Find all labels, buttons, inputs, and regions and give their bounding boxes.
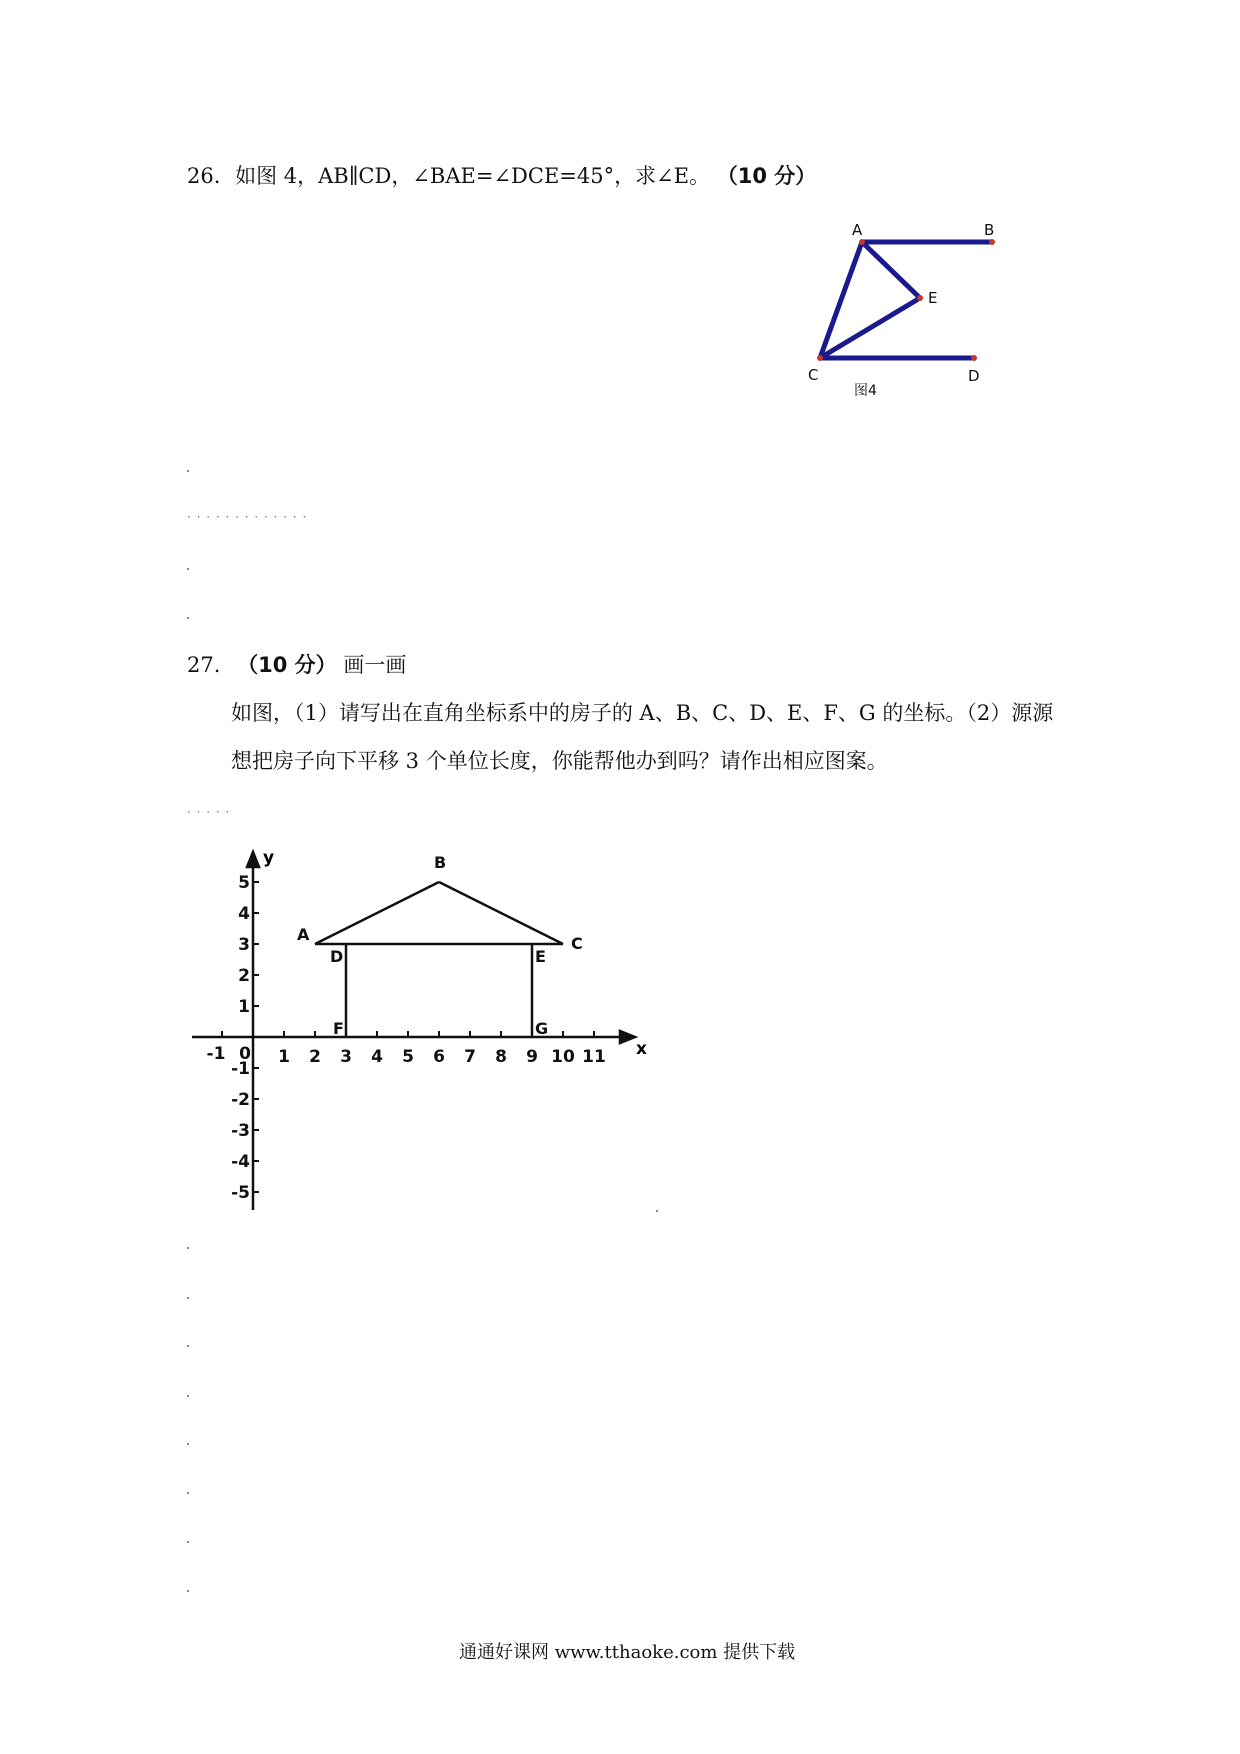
x-tick-label: 9 <box>526 1047 538 1067</box>
label-d: D <box>968 367 980 385</box>
y-tick-label: 4 <box>238 904 250 924</box>
answer-dot <box>187 1345 189 1347</box>
point-label-a: A <box>297 925 310 944</box>
point-label-c: C <box>571 934 583 953</box>
label-b: B <box>984 221 995 239</box>
answer-dot <box>187 1492 189 1494</box>
x-tick-label: 5 <box>402 1047 414 1067</box>
roof-right-edge <box>439 882 563 944</box>
coordinate-plane <box>180 840 670 1220</box>
y-tick-label: -1 <box>231 1059 250 1079</box>
answer-dot <box>187 470 189 472</box>
x-axis-label: x <box>636 1039 647 1059</box>
segment-ac <box>820 242 862 358</box>
y-tick-label: 2 <box>238 966 250 986</box>
answer-dot <box>187 568 189 570</box>
x-tick-label: -1 <box>206 1044 226 1064</box>
point-b <box>989 239 995 245</box>
answer-dot-row: · · · · · · · · · · · · · <box>187 510 308 524</box>
y-tick-label: 1 <box>238 997 250 1017</box>
y-axis-arrow <box>247 852 259 867</box>
axes <box>192 852 635 1210</box>
point-label-e: E <box>535 947 546 966</box>
question-26-text: 如图 4，AB∥CD，∠BAE=∠DCE=45°，求∠E。 <box>235 164 711 188</box>
x-axis-arrow <box>620 1031 635 1043</box>
answer-dot <box>187 1247 189 1249</box>
point-label-d: D <box>330 947 344 966</box>
answer-dot <box>187 1590 189 1592</box>
x-tick-label: 1 <box>278 1047 290 1067</box>
answer-dot <box>187 1297 189 1299</box>
x-tick-label: 0 <box>239 1044 251 1064</box>
label-c: C <box>808 366 819 384</box>
question-27-heading <box>187 649 406 679</box>
footer-text: 通通好课网 www.tthaoke.com 提供下载 <box>459 1642 796 1663</box>
answer-dot <box>187 1541 189 1543</box>
figure-4-lines <box>820 242 992 358</box>
y-axis-label: y <box>263 848 275 868</box>
y-tick-label: -5 <box>231 1183 250 1203</box>
roof-left-edge <box>315 882 439 944</box>
x-tick-label: 2 <box>309 1047 321 1067</box>
y-tick-label: -3 <box>231 1121 250 1141</box>
point-c <box>817 355 823 361</box>
question-27-line-2: 想把房子向下平移 3 个单位长度，你能帮他办到吗？请作出相应图案。 <box>231 749 888 773</box>
figure-4 <box>790 220 1010 400</box>
x-tick-label: 11 <box>582 1047 606 1067</box>
answer-dot <box>656 1210 658 1212</box>
y-tick-label: 3 <box>238 935 250 955</box>
question-27-number: 27. <box>187 653 221 677</box>
question-26-score: （10 分） <box>716 164 817 188</box>
point-d <box>971 355 977 361</box>
x-tick-label: 7 <box>464 1047 476 1067</box>
segment-ae <box>862 242 920 298</box>
question-27-score: （10 分） <box>237 653 337 677</box>
x-tick-label: 3 <box>340 1047 352 1067</box>
point-label-g: G <box>535 1019 549 1038</box>
question-27-title: 画一画 <box>343 653 407 677</box>
y-tick-label: -2 <box>231 1090 250 1110</box>
x-tick-label: 8 <box>495 1047 507 1067</box>
question-27-line-1: 如图，（1）请写出在直角坐标系中的房子的 A、B、C、D、E、F、G 的坐标。（2）源源 <box>231 701 1054 725</box>
segment-ce <box>820 298 920 358</box>
point-e <box>917 295 923 301</box>
x-tick-label: 10 <box>551 1047 575 1067</box>
answer-dot <box>187 617 189 619</box>
x-tick-label: 6 <box>433 1047 445 1067</box>
point-label-f: F <box>333 1019 344 1038</box>
question-26 <box>187 160 816 190</box>
point-a <box>859 239 865 245</box>
y-tick-label: -4 <box>231 1152 250 1172</box>
answer-dot <box>187 1395 189 1397</box>
point-label-b: B <box>434 853 447 872</box>
answer-dot-row: · · · · · <box>187 805 231 819</box>
question-26-number: 26. <box>187 164 221 188</box>
figure-4-caption: 图4 <box>854 383 877 399</box>
answer-dot <box>187 1443 189 1445</box>
label-e: E <box>928 289 938 307</box>
label-a: A <box>852 221 863 239</box>
x-tick-label: 4 <box>371 1047 383 1067</box>
y-tick-label: 5 <box>238 873 250 893</box>
